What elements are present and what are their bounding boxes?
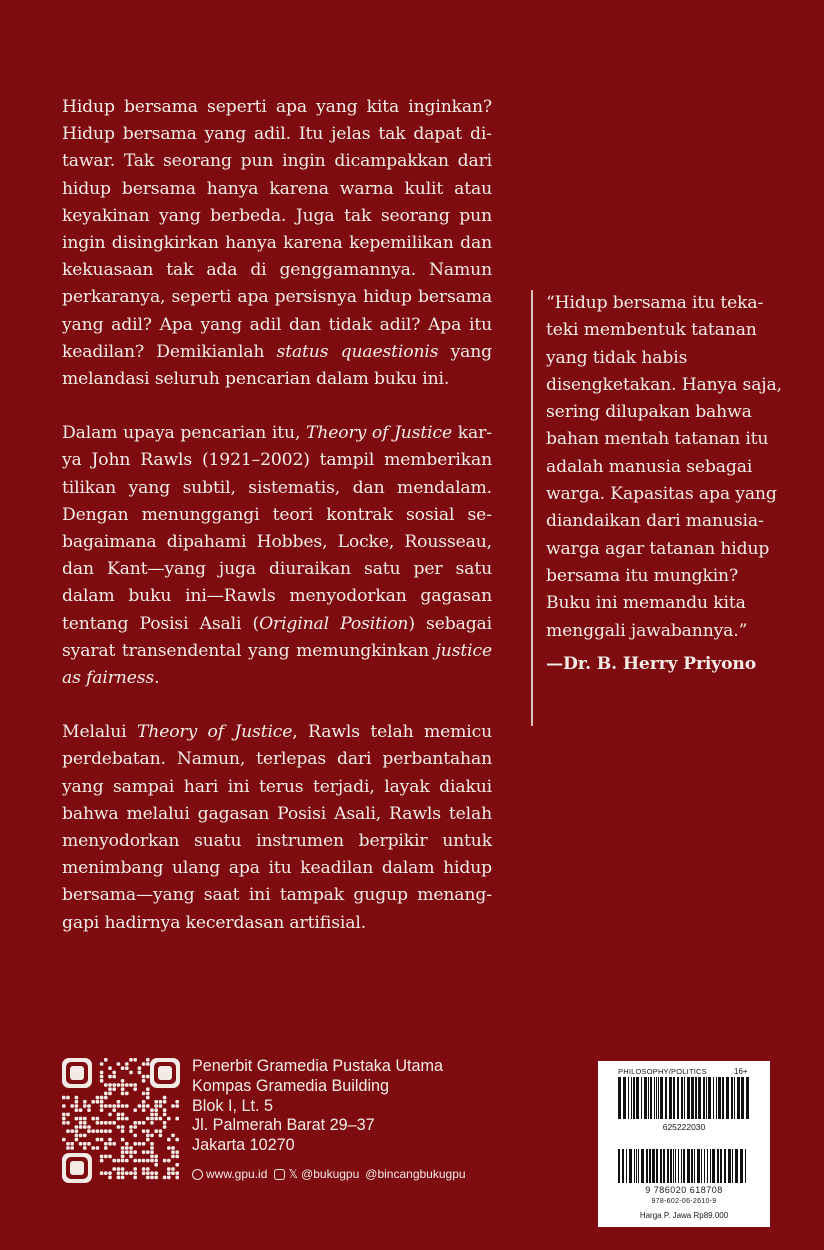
isbn-barcode-icon [618, 1149, 750, 1189]
endorsement-quote [546, 290, 786, 678]
price-label: Harga P. Jawa Rp89.000 [639, 1211, 729, 1220]
age-rating: 16+ [734, 1067, 748, 1076]
isbn-number: 978-602-06-2610-9 [651, 1198, 717, 1205]
x-icon: 𝕏 [288, 1167, 299, 1181]
quote-text: “Hidup bersama itu teka-teki membentuk tatanan yang tidak habis disengketakan. Hanya saja, sering dilupakan bahwa bahan mentah tatanan itu adalah manusia sebagai warga. Kapasitas apa yang diandaikan dari manusia-warga agar tatanan hidup bersama itu mungkin? Buku ini memandu kita menggali jawabannya.” [546, 293, 782, 641]
barcode-internal-icon [618, 1077, 750, 1121]
internal-code: 625222030 [662, 1122, 706, 1132]
publisher-city: Jakarta 10270 [192, 1136, 295, 1155]
back-cover-blurb [62, 94, 492, 964]
social-handle-bukugpu[interactable]: @bukugpu [301, 1167, 360, 1181]
isbn-barcode-number: 9 786020 618708 [645, 1185, 723, 1195]
publisher-social [192, 1167, 466, 1181]
globe-icon [192, 1169, 203, 1180]
instagram-icon [274, 1169, 285, 1180]
quote-divider [531, 290, 533, 726]
blurb-paragraph-2: Dalam upaya pencarian itu, Theory of Justice karya John Rawls (1921–2002) tampil memberikan tilikan yang subtil, sistematis, dan mendalam. Dengan menunggangi teori kontrak sosial sebagaimana dipahami Hobbes, Locke, Rousseau, dan Kant—yang juga diuraikan satu per satu dalam buku ini—Rawls menyodorkan gagasan tentang Posisi Asali (Original Position) sebagai syarat transendental yang memungkinkan justice as fairness. [62, 423, 493, 689]
publisher-block: Blok I, Lt. 5 [192, 1096, 273, 1115]
blurb-paragraph-3: Melalui Theory of Justice, Rawls telah memicu perdebatan. Namun, terlepas dari perbantahan yang sampai hari ini terus terjadi, layak diakui bahwa melalui gagasan Posisi Asali, Rawls telah menyodorkan suatu instrumen berpikir untuk menimbang ulang apa itu keadilan dalam hidup bersama—yang saat ini tampak gugup menanggapi hadirnya kecerdasan artifisial. [62, 722, 493, 933]
publisher-name: Penerbit Gramedia Pustaka Utama [192, 1057, 444, 1075]
blurb-paragraph-1: Hidup bersama seperti apa yang kita inginkan? Hidup bersama yang adil. Itu jelas tak dapat ditawar. Tak seorang pun ingin dicampakkan dari hidup bersama hanya karena warna kulit atau keyakinan yang berbeda. Juga tak seorang pun ingin disingkirkan hanya karena kepemilikan dan kekuasaan tak ada di genggamannya. Namun perkaranya, seperti apa persisnya hidup bersama yang adil? Apa yang adil dan tidak adil? Apa itu keadilan? Demikianlah status quaestionis yang melandasi seluruh pencarian dalam buku ini. [62, 97, 493, 390]
book-category: PHILOSOPHY/POLITICS [618, 1067, 707, 1076]
social-handle-bincangbukugpu[interactable]: @bincangbukugpu [365, 1167, 466, 1181]
qr-code-icon [62, 1058, 180, 1183]
publisher-street: Jl. Palmerah Barat 29–37 [192, 1116, 375, 1135]
barcode-label [598, 1061, 770, 1227]
quote-attribution: —Dr. B. Herry Priyono [546, 653, 757, 674]
publisher-address [192, 1057, 443, 1156]
website-link[interactable]: www.gpu.id [206, 1167, 268, 1181]
publisher-building: Kompas Gramedia Building [192, 1076, 390, 1095]
